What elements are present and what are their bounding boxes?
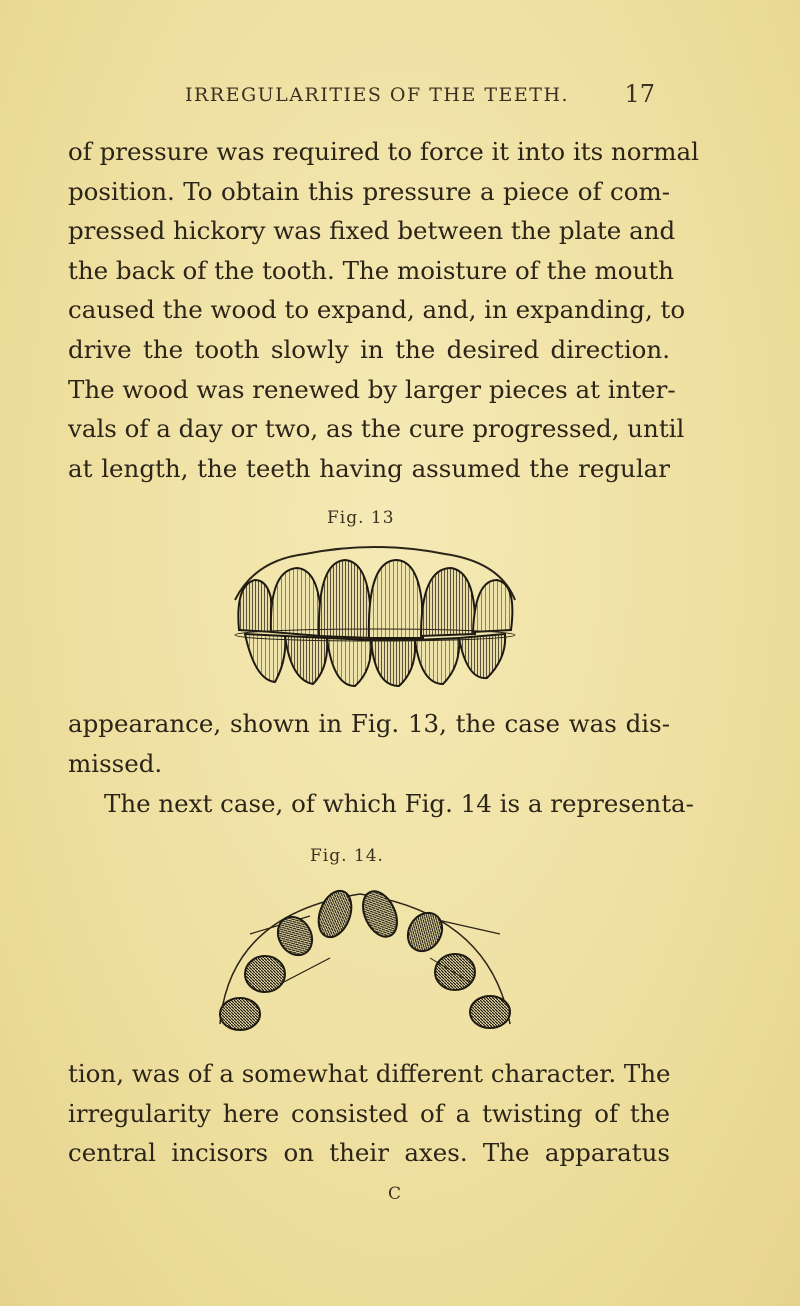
text-line: position. To obtain this pressure a piece of com- bbox=[68, 176, 670, 206]
text-line: tion, was of a somewhat different character. The bbox=[68, 1059, 671, 1088]
figure-14-caption: Fig. 14. bbox=[310, 846, 384, 866]
text-line: irregularity here consisted of a twisting of the bbox=[68, 1098, 670, 1128]
paragraph-1 bbox=[68, 132, 699, 488]
text-line: appearance, shown in Fig. 13, the case was dis- bbox=[68, 709, 670, 738]
text-line: of pressure was required to force it into its normal bbox=[68, 137, 699, 166]
signature-mark: C bbox=[388, 1184, 402, 1204]
text-line: the back of the tooth. The moisture of the mouth bbox=[68, 255, 674, 285]
text-line: The next case, of which Fig. 14 is a representa- bbox=[104, 789, 694, 818]
text-line: drive the tooth slowly in the desired direction. bbox=[68, 334, 670, 364]
text-line: central incisors on their axes. The apparatus bbox=[68, 1138, 670, 1168]
teeth-front-view-illustration-icon bbox=[225, 540, 525, 690]
text-line: vals of a day or two, as the cure progressed, until bbox=[68, 414, 685, 444]
teeth-occlusal-view-illustration-icon bbox=[210, 874, 520, 1044]
paragraph-4 bbox=[68, 1054, 670, 1173]
text-line: The wood was renewed by larger pieces at inter- bbox=[68, 374, 676, 404]
text-line: at length, the teeth having assumed the regular bbox=[68, 453, 670, 483]
text-line: missed. bbox=[68, 748, 163, 778]
paragraph-3 bbox=[68, 784, 694, 824]
running-head-title: IRREGULARITIES OF THE TEETH. bbox=[185, 84, 570, 106]
figure-13-caption: Fig. 13 bbox=[327, 508, 395, 528]
text-line: pressed hickory was fixed between the plate and bbox=[68, 216, 676, 246]
page-number: 17 bbox=[624, 80, 655, 108]
text-line: caused the wood to expand, and, in expanding, to bbox=[68, 295, 686, 325]
paragraph-2 bbox=[68, 704, 670, 783]
